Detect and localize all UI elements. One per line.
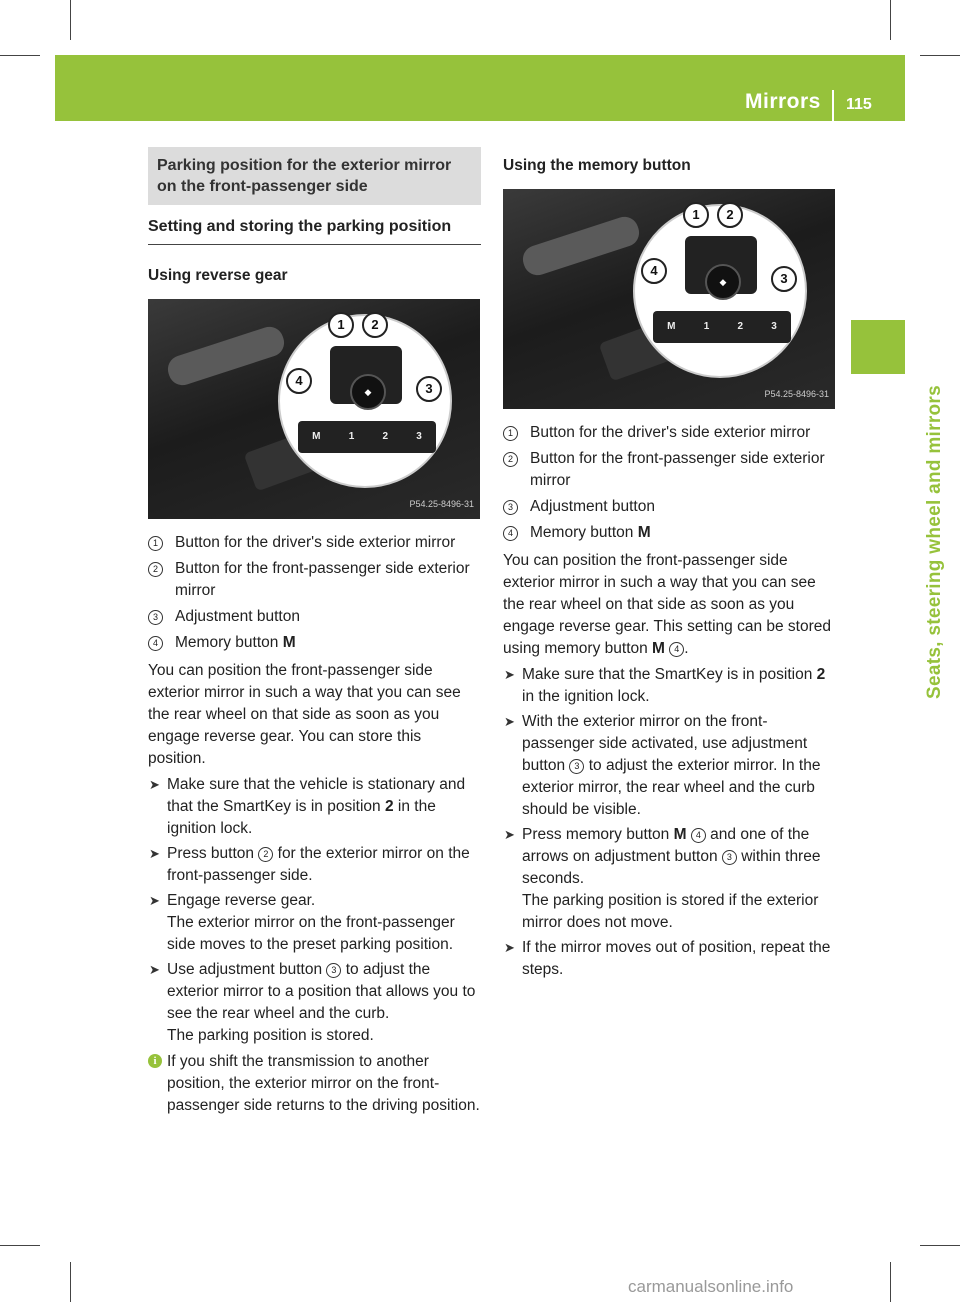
- step-item: [148, 843, 481, 887]
- image-code: P54.25-8496-31: [409, 499, 474, 509]
- step-text: The parking position is stored.: [167, 1027, 374, 1044]
- adjustment-knob: ◆: [705, 264, 741, 300]
- step-item: [503, 711, 836, 821]
- arrow-icon: ➤: [149, 846, 160, 861]
- door-handle-shape: [519, 213, 642, 279]
- step-text: Press button: [167, 845, 259, 862]
- info-icon: i: [148, 1054, 162, 1068]
- memory-button-2: 2: [737, 321, 744, 332]
- legend-number: 2: [503, 452, 518, 467]
- callout-1: 1: [683, 202, 709, 228]
- step-item: [148, 774, 481, 840]
- zoom-callout: [633, 204, 807, 378]
- legend-list: [503, 422, 836, 544]
- inline-callout: 4: [669, 642, 684, 657]
- step-text: If the mirror moves out of position, repeat the steps.: [522, 939, 831, 978]
- callout-2: 2: [362, 312, 388, 338]
- arrow-icon: ➤: [504, 827, 515, 842]
- arrow-icon: ➤: [504, 714, 515, 729]
- crop-mark: [0, 1245, 40, 1246]
- legend-item: [503, 522, 836, 544]
- crop-mark: [890, 1262, 891, 1302]
- step-bold: M: [673, 826, 687, 843]
- legend-text: Adjustment button: [530, 498, 655, 515]
- legend-text: Button for the front-passenger side exterior mirror: [530, 450, 825, 489]
- legend-text: Memory button: [530, 524, 638, 541]
- legend-item: [503, 422, 836, 444]
- crop-mark: [920, 1245, 960, 1246]
- intro-text: .: [684, 640, 689, 657]
- arrow-icon: ➤: [149, 777, 160, 792]
- arrow-icon: ➤: [149, 893, 160, 908]
- callout-4: 4: [641, 258, 667, 284]
- memory-button-bar: [653, 311, 791, 343]
- legend-number: 2: [148, 562, 163, 577]
- crop-mark: [0, 55, 40, 56]
- step-text: for the exterior mirror on the front-passenger side.: [167, 845, 470, 884]
- steps-list: [148, 774, 481, 1047]
- legend-number: 3: [503, 500, 518, 515]
- step-text: Engage reverse gear.: [167, 892, 316, 909]
- info-text: If you shift the transmission to another position, the exterior mirror on the front-passenger side returns to the driving position.: [167, 1053, 480, 1114]
- callout-3: 3: [771, 266, 797, 292]
- inline-callout: 3: [722, 850, 737, 865]
- crop-mark: [70, 1262, 71, 1302]
- inline-callout: 2: [258, 847, 273, 862]
- step-text: in the ignition lock.: [522, 688, 650, 705]
- step-text: and one of the arrows on adjustment button: [522, 826, 810, 865]
- legend-text: Adjustment button: [175, 608, 300, 625]
- legend-item: [148, 532, 481, 554]
- step-item: [148, 959, 481, 1047]
- watermark: carmanualsonline.info: [628, 1277, 794, 1296]
- legend-text: Button for the driver's side exterior mirror: [175, 534, 456, 551]
- legend-item: [148, 606, 481, 628]
- adjustment-knob: ◆: [350, 374, 386, 410]
- memory-button-3: 3: [771, 321, 777, 332]
- callout-3: 3: [416, 376, 442, 402]
- legend-item: [503, 496, 836, 518]
- step-text: in the ignition lock.: [167, 798, 436, 837]
- legend-bold: M: [637, 524, 651, 541]
- crop-mark: [890, 0, 891, 40]
- legend-number: 4: [148, 636, 163, 651]
- crop-mark: [920, 55, 960, 56]
- inline-callout: 3: [569, 759, 584, 774]
- intro-text: You can position the front-passenger side exterior mirror in such a way that you can see the rear wheel on that side as soon as you engage reverse gear. This setting can be stored using memory button: [503, 552, 832, 657]
- step-text: within three seconds.: [522, 848, 821, 887]
- intro-bold: M: [652, 640, 665, 657]
- memory-button-1: 1: [703, 321, 710, 332]
- step-item: [503, 824, 836, 934]
- arrow-icon: ➤: [504, 940, 515, 955]
- step-text: to adjust the exterior mirror. In the exterior mirror, the rear wheel and the curb should be visible.: [522, 757, 821, 818]
- chapter-label-text: Seats, steering wheel and mirrors: [924, 385, 945, 700]
- info-note: [148, 1051, 481, 1117]
- memory-button-2: 2: [382, 431, 389, 442]
- arrow-icon: ➤: [504, 667, 515, 682]
- page-title: Mirrors: [745, 90, 821, 113]
- left-column: [148, 147, 481, 1117]
- step-item: [148, 890, 481, 956]
- memory-button-3: 3: [416, 431, 422, 442]
- legend-number: 4: [503, 526, 518, 541]
- step-text: Make sure that the vehicle is stationary and that the SmartKey is in position: [167, 776, 466, 815]
- page-number: 115: [846, 96, 872, 113]
- legend-item: [148, 632, 481, 654]
- legend-number: 3: [148, 610, 163, 625]
- callout-1: 1: [328, 312, 354, 338]
- intro-paragraph: [503, 550, 836, 660]
- heading-reverse-gear: Using reverse gear: [148, 267, 288, 284]
- memory-button-bar: [298, 421, 436, 453]
- legend-item: [148, 558, 481, 602]
- chapter-tab: [851, 320, 905, 374]
- step-item: [503, 664, 836, 708]
- memory-button-m: M: [312, 431, 321, 442]
- legend-bold: M: [282, 634, 296, 651]
- image-code: P54.25-8496-31: [764, 389, 829, 399]
- door-handle-shape: [164, 323, 287, 389]
- legend-text: Button for the front-passenger side exterior mirror: [175, 560, 470, 599]
- zoom-callout: [278, 314, 452, 488]
- door-control-photo: [503, 189, 835, 409]
- section-title: Parking position for the exterior mirror on the front-passenger side: [148, 147, 481, 205]
- right-column: [503, 147, 836, 984]
- legend-text: Button for the driver's side exterior mirror: [530, 424, 811, 441]
- legend-item: [503, 448, 836, 492]
- callout-2: 2: [717, 202, 743, 228]
- legend-number: 1: [503, 426, 518, 441]
- memory-button-1: 1: [348, 431, 355, 442]
- crop-mark: [70, 0, 71, 40]
- step-text: The parking position is stored if the exterior mirror does not move.: [522, 892, 819, 931]
- step-item: [503, 937, 836, 981]
- step-text: Make sure that the SmartKey is in position: [522, 666, 817, 683]
- legend-text: Memory button: [175, 634, 283, 651]
- memory-button-m: M: [667, 321, 676, 332]
- door-control-photo: [148, 299, 480, 519]
- sub-heading: Setting and storing the parking position: [148, 216, 481, 245]
- header-separator: [832, 90, 834, 121]
- legend-list: [148, 532, 481, 654]
- arrow-icon: ➤: [149, 962, 160, 977]
- step-text: With the exterior mirror on the front-passenger side activated, use adjustment button: [522, 713, 808, 774]
- step-text: The exterior mirror on the front-passenger side moves to the preset parking position.: [167, 914, 455, 953]
- inline-callout: 3: [326, 963, 341, 978]
- steps-list: [503, 664, 836, 981]
- step-text: Press memory button: [522, 826, 674, 843]
- legend-number: 1: [148, 536, 163, 551]
- step-text: to adjust the exterior mirror to a position that allows you to see the rear wheel and the curb.: [167, 961, 476, 1022]
- step-bold: 2: [816, 666, 826, 683]
- intro-paragraph: You can position the front-passenger side exterior mirror in such a way that you can see the rear wheel on that side as soon as you engage reverse gear. You can store this position.: [148, 662, 461, 767]
- step-bold: 2: [384, 798, 394, 815]
- heading-memory-button: Using the memory button: [503, 157, 691, 174]
- step-text: Use adjustment button: [167, 961, 327, 978]
- callout-4: 4: [286, 368, 312, 394]
- inline-callout: 4: [691, 828, 706, 843]
